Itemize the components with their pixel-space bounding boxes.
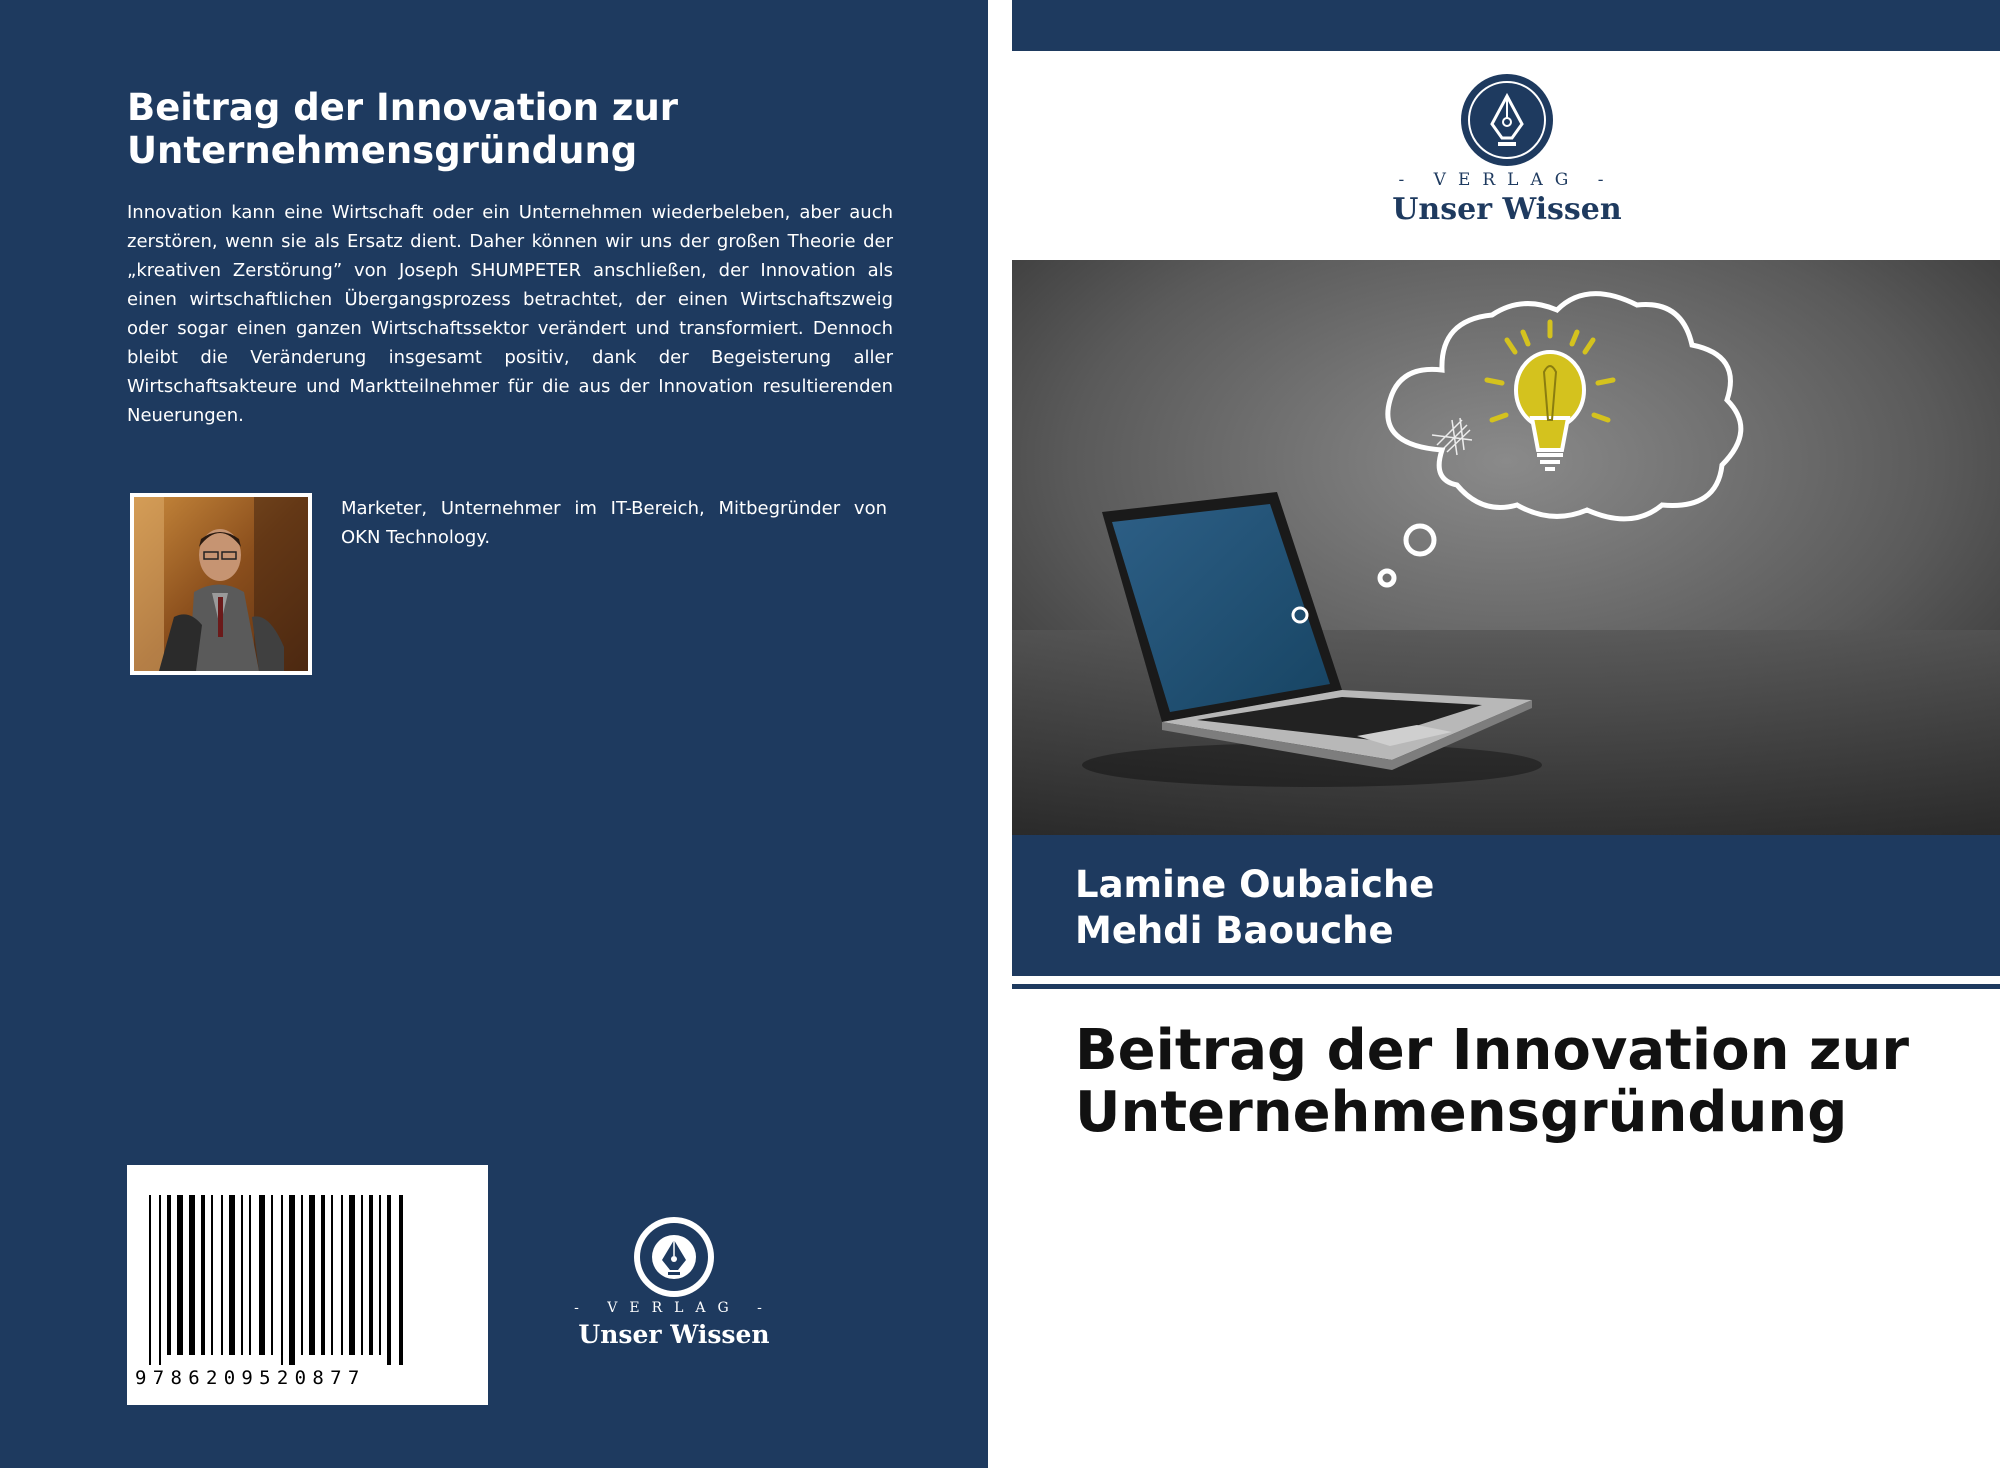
author-band: [1012, 835, 2000, 976]
publisher-logo-front: [1382, 72, 1632, 227]
barcode: [127, 1165, 488, 1405]
fountain-pen-nib-icon: [574, 1212, 774, 1302]
front-cover: [1012, 0, 2000, 1468]
barcode-bar: [341, 1195, 343, 1355]
cover-illustration: [1012, 260, 2000, 835]
publisher-logo-back: [574, 1212, 774, 1352]
barcode-bar: [189, 1195, 195, 1355]
barcode-bar: [349, 1195, 355, 1355]
barcode-bar: [249, 1195, 251, 1355]
barcode-bar: [321, 1195, 325, 1355]
barcode-bar: [177, 1195, 183, 1355]
back-cover-title: Beitrag der Innovation zur Unternehmensgründung: [127, 86, 679, 172]
barcode-bar: [149, 1195, 151, 1365]
back-cover-blurb: Innovation kann eine Wirtschaft oder ein Unternehmen wiederbeleben, aber auch zerstören, wenn sie als Ersatz dient. Daher können wir uns der großen Theorie der „kreativen Zerstörung” von Joseph SHUMPETER anschließen, der Innovation als einen wirtschaftlichen Übergangsprozess betrachtet, der einen Wirtschaftszweig oder sogar einen ganzen Wirtschaftssektor verändert und transformiert. Dennoch bleibt die Veränderung insgesamt positiv, dank der Begeisterung aller Wirtschaftsakteure und Marktteilnehmer für die aus der Innovation resultierenden Neuerungen.: [127, 202, 893, 426]
author-name-2: Mehdi Baouche: [1075, 909, 1394, 952]
logo-publisher-name: Unser Wissen: [1392, 192, 1622, 227]
author-name-1: Lamine Oubaiche: [1075, 863, 1435, 906]
divider-line: [1012, 984, 2000, 989]
barcode-bar: [387, 1195, 391, 1365]
barcode-bars: [127, 1165, 488, 1370]
barcode-bar: [271, 1195, 273, 1355]
barcode-bar: [379, 1195, 381, 1355]
barcode-bar: [331, 1195, 333, 1355]
back-cover: [0, 0, 988, 1468]
fountain-pen-nib-icon: [1382, 72, 1632, 168]
barcode-bar: [369, 1195, 373, 1355]
author-bio: Marketer, Unternehmer im IT-Bereich, Mitbegründer von OKN Technology.: [341, 498, 887, 548]
barcode-bar: [361, 1195, 363, 1355]
barcode-bar: [259, 1195, 265, 1355]
logo-publisher-name: Unser Wissen: [578, 1320, 770, 1349]
author-portrait-image: [134, 497, 308, 671]
barcode-bar: [159, 1195, 161, 1365]
laptop-illustration: [1012, 260, 2000, 835]
front-cover-title: Beitrag der Innovation zur Unternehmensgründung: [1075, 1018, 1910, 1145]
barcode-bar: [399, 1195, 403, 1365]
barcode-bar: [221, 1195, 223, 1355]
barcode-bar: [201, 1195, 205, 1355]
top-bar: [1012, 0, 2000, 51]
barcode-bar: [301, 1195, 303, 1355]
author-photo: [130, 493, 312, 675]
barcode-bar: [241, 1195, 243, 1355]
spine: [988, 0, 1012, 1468]
barcode-bar: [167, 1195, 171, 1355]
barcode-bar: [281, 1195, 283, 1365]
isbn-digits: 9786209520877: [135, 1367, 366, 1389]
barcode-bar: [229, 1195, 235, 1355]
barcode-bar: [289, 1195, 295, 1365]
barcode-bar: [211, 1195, 213, 1355]
logo-verlag-text: - VERLAG -: [574, 1300, 774, 1316]
logo-verlag-text: - VERLAG -: [1398, 170, 1616, 190]
barcode-bar: [309, 1195, 315, 1355]
